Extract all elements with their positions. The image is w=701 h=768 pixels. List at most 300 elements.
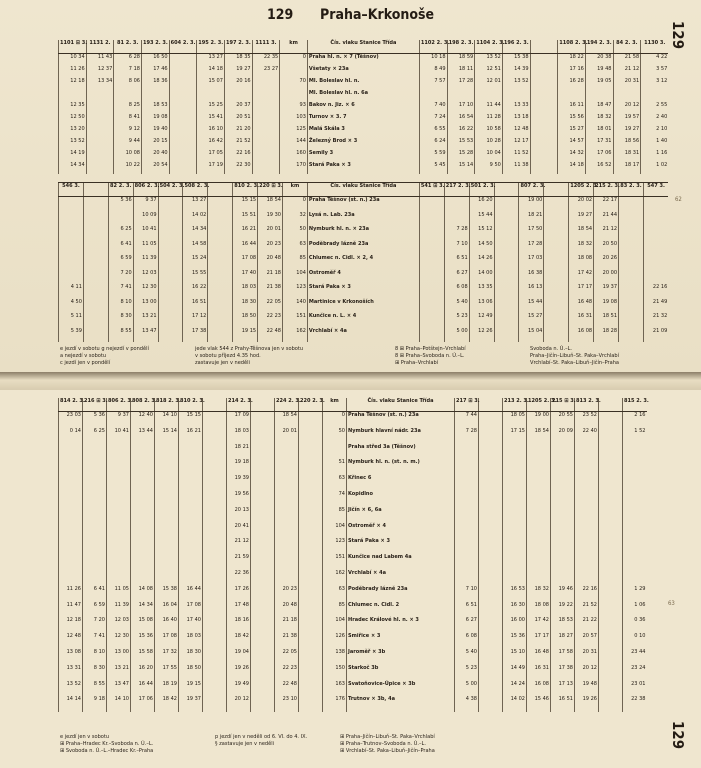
header-row [59, 398, 647, 412]
station-name: Ml. Boleslav hl. n. [307, 78, 419, 90]
time-cell: 18 22 [558, 54, 586, 67]
time-cell: 21 58 [613, 54, 641, 67]
time-cell: 15 14 [155, 428, 179, 444]
time-cell: 22 38 [623, 696, 647, 712]
column-header-train: 501 2. 3. [469, 183, 494, 197]
time-cell [299, 617, 323, 633]
km-cell: 32 [283, 212, 308, 227]
time-cell: 9 50 [475, 162, 503, 174]
km-cell: 151 [323, 554, 347, 570]
time-cell [203, 459, 227, 475]
time-cell: 2 55 [641, 102, 669, 114]
time-cell [619, 197, 644, 212]
time-cell: 23 03 [59, 412, 83, 428]
time-cell: 5 23 [444, 313, 469, 328]
table-row [59, 523, 647, 539]
time-cell [479, 491, 503, 507]
time-cell [527, 459, 551, 475]
time-cell [275, 507, 299, 523]
time-cell [527, 523, 551, 539]
time-cell: 17 40 [179, 617, 203, 633]
station-name: Malá Skála 3 [307, 126, 419, 138]
time-cell [551, 475, 575, 491]
side-page-label: 129 [669, 20, 688, 50]
time-cell [158, 270, 183, 285]
km-cell: 140 [283, 299, 308, 314]
time-cell: 15 10 [503, 649, 527, 665]
time-cell [131, 538, 155, 554]
time-cell [114, 90, 142, 102]
table-row [59, 270, 669, 285]
time-cell: 17 08 [179, 602, 203, 618]
column-header-train: 224 2. 3. [275, 398, 299, 412]
time-cell: 11 39 [107, 602, 131, 618]
time-cell: 18 54 [258, 197, 283, 212]
time-cell: 13 52 [59, 681, 83, 697]
table-row [59, 491, 647, 507]
time-cell: 20 09 [551, 428, 575, 444]
column-header-train: km [280, 40, 308, 54]
time-cell [251, 665, 275, 681]
legend-line: ⊞ Svoboda n. Ú.–L.–Hradec Kr.–Praha [60, 748, 154, 754]
time-cell: 19 46 [551, 586, 575, 602]
time-cell [479, 554, 503, 570]
time-cell: 6 25 [108, 226, 133, 241]
time-cell [275, 523, 299, 539]
legend-line: ⊞ Praha–Hradec Kr.–Svoboda n. Ú.–L. [60, 741, 154, 747]
time-cell [494, 284, 519, 299]
time-cell: 16 51 [551, 696, 575, 712]
time-cell: 15 56 [558, 114, 586, 126]
time-cell: 5 39 [59, 328, 84, 343]
time-cell [585, 90, 613, 102]
time-cell [299, 428, 323, 444]
time-cell [599, 523, 623, 539]
time-cell: 14 50 [469, 241, 494, 256]
time-cell [59, 475, 83, 491]
time-cell: 0 14 [59, 428, 83, 444]
table-row [59, 586, 647, 602]
time-cell: 19 30 [258, 212, 283, 227]
time-cell [299, 444, 323, 460]
time-cell: 13 27 [183, 197, 208, 212]
km-cell: 63 [283, 241, 308, 256]
table-row [59, 507, 647, 523]
time-cell [530, 162, 558, 174]
time-cell [83, 554, 107, 570]
time-cell [179, 459, 203, 475]
time-cell: 14 34 [59, 162, 87, 174]
time-cell: 16 38 [519, 270, 544, 285]
time-cell [419, 197, 444, 212]
station-name: Jaroměř ⨯ 3b [347, 649, 455, 665]
time-cell [527, 507, 551, 523]
time-cell [179, 491, 203, 507]
time-cell: 22 40 [575, 428, 599, 444]
time-cell: 14 32 [558, 150, 586, 162]
time-cell [107, 459, 131, 475]
section-divider [58, 182, 668, 183]
time-cell: 22 16 [575, 586, 599, 602]
column-header-train: 806 2. 3. [133, 183, 158, 197]
time-cell [544, 328, 569, 343]
km-cell [323, 444, 347, 460]
time-cell: 16 31 [527, 665, 551, 681]
time-cell [203, 444, 227, 460]
legend-line: Vrchlabí–St. Paka–Libuň–Jičín–Praha [530, 360, 619, 366]
time-cell [203, 665, 227, 681]
legend-line: ⊞ Praha–Trutnov–Svoboda n. Ú.–L. [340, 741, 426, 747]
time-cell: 1 52 [623, 428, 647, 444]
column-header-station: Čís. vlaku Stanice Třída [307, 183, 419, 197]
time-cell [179, 538, 203, 554]
column-header-train: 504 2. 3. [158, 183, 183, 197]
time-cell [479, 633, 503, 649]
time-cell [131, 459, 155, 475]
time-cell [251, 633, 275, 649]
time-cell: 21 09 [643, 328, 668, 343]
column-header-train: 815 2. 3. [623, 398, 647, 412]
time-cell: 17 28 [519, 241, 544, 256]
time-cell: 16 22 [183, 284, 208, 299]
time-cell: 19 08 [594, 299, 619, 314]
time-cell [107, 538, 131, 554]
time-cell: 4 11 [59, 284, 84, 299]
time-cell [83, 328, 108, 343]
time-cell [299, 554, 323, 570]
time-cell: 16 54 [447, 114, 475, 126]
legend-bottom-right [340, 734, 435, 755]
legend-line: § zastavuje jen v neděli [215, 741, 275, 747]
time-cell: 18 50 [179, 665, 203, 681]
time-cell: 5 11 [59, 313, 84, 328]
time-cell: 6 08 [455, 633, 479, 649]
table-row [59, 696, 647, 712]
time-cell: 16 08 [527, 681, 551, 697]
time-cell [107, 570, 131, 586]
time-cell [169, 162, 197, 174]
time-cell [475, 90, 503, 102]
column-header-train: 1131 2. [86, 40, 114, 54]
time-cell [251, 444, 275, 460]
station-name: Železný Brod ⨯ 3 [307, 138, 419, 150]
km-cell: 63 [323, 475, 347, 491]
table-row [59, 226, 669, 241]
time-cell [59, 507, 83, 523]
time-cell [59, 459, 83, 475]
time-cell [179, 523, 203, 539]
time-cell: 22 36 [227, 570, 251, 586]
column-header-train: 604 2. 3. [169, 40, 197, 54]
km-cell: 93 [280, 102, 308, 114]
time-cell: 4 38 [455, 696, 479, 712]
column-header-train: km [283, 183, 308, 197]
table-row [59, 90, 669, 102]
time-cell [503, 523, 527, 539]
time-cell: 16 51 [183, 299, 208, 314]
time-cell: 13 52 [502, 78, 530, 90]
column-header-train: 1104 2. 3. [475, 40, 503, 54]
time-cell: 17 50 [519, 226, 544, 241]
time-cell: 14 18 [558, 162, 586, 174]
time-cell: 17 08 [233, 255, 258, 270]
time-cell: 17 26 [227, 586, 251, 602]
time-cell [275, 570, 299, 586]
time-cell [544, 270, 569, 285]
time-cell: 18 16 [227, 617, 251, 633]
time-cell [419, 90, 447, 102]
time-cell [503, 538, 527, 554]
time-cell [275, 554, 299, 570]
km-cell: 51 [323, 459, 347, 475]
time-cell: 5 23 [455, 665, 479, 681]
time-cell: 17 28 [447, 78, 475, 90]
book-gutter [0, 372, 701, 390]
time-cell: 23 10 [275, 696, 299, 712]
time-cell [252, 114, 280, 126]
time-cell [619, 270, 644, 285]
time-cell: 6 55 [419, 126, 447, 138]
time-cell: 7 10 [455, 586, 479, 602]
time-cell: 21 52 [575, 602, 599, 618]
column-header-train: 807 2. 3. [519, 183, 544, 197]
time-cell: 16 21 [233, 226, 258, 241]
time-cell: 15 44 [469, 212, 494, 227]
time-cell [83, 212, 108, 227]
time-cell [169, 126, 197, 138]
time-cell: 15 36 [503, 633, 527, 649]
km-cell: 170 [280, 162, 308, 174]
time-cell [155, 459, 179, 475]
column-header-train: 541 ⊞ 3. [419, 183, 444, 197]
km-cell: 104 [283, 270, 308, 285]
km-cell: 123 [323, 538, 347, 554]
time-cell [643, 197, 668, 212]
time-cell: 12 30 [107, 633, 131, 649]
time-cell: 10 04 [475, 150, 503, 162]
time-cell [575, 523, 599, 539]
time-cell [623, 523, 647, 539]
time-cell [299, 570, 323, 586]
station-name: Lysá n. Lab. 23a [307, 212, 419, 227]
time-cell: 16 04 [155, 602, 179, 618]
time-cell: 19 27 [613, 126, 641, 138]
time-cell: 6 59 [108, 255, 133, 270]
time-cell [107, 507, 131, 523]
time-cell: 13 52 [475, 54, 503, 67]
km-cell: 163 [323, 681, 347, 697]
time-cell [251, 538, 275, 554]
time-cell: 6 41 [83, 586, 107, 602]
station-name: Poděbrady lázně 23a [347, 586, 455, 602]
time-cell: 22 23 [275, 665, 299, 681]
column-header-train: 1205 2. 3. [527, 398, 551, 412]
time-cell: 14 49 [503, 665, 527, 681]
column-header-train: 195 2. 3. [197, 40, 225, 54]
time-cell: 5 45 [419, 162, 447, 174]
time-cell [544, 212, 569, 227]
km-cell: 103 [280, 114, 308, 126]
time-cell [169, 66, 197, 78]
time-cell [619, 212, 644, 227]
time-cell [575, 570, 599, 586]
station-name: Ostroměř 4 [307, 270, 419, 285]
time-cell [59, 538, 83, 554]
time-cell: 20 54 [141, 162, 169, 174]
time-cell: 18 03 [179, 633, 203, 649]
time-cell: 21 44 [594, 212, 619, 227]
time-cell [419, 270, 444, 285]
time-cell [251, 459, 275, 475]
km-cell: 125 [280, 126, 308, 138]
time-cell: 17 15 [503, 428, 527, 444]
time-cell: 1 40 [641, 138, 669, 150]
time-cell: 19 56 [227, 491, 251, 507]
station-name: Chlumec n. Cidl. ⨯ 2, 4 [307, 255, 419, 270]
time-cell [158, 328, 183, 343]
time-cell [86, 162, 114, 174]
time-cell: 18 42 [227, 633, 251, 649]
time-cell: 8 10 [108, 299, 133, 314]
table-row [59, 284, 669, 299]
time-cell [643, 255, 668, 270]
station-name: Všetaty ⨯ 23a [307, 66, 419, 78]
time-cell [251, 617, 275, 633]
table-row [59, 554, 647, 570]
time-cell [527, 538, 551, 554]
time-cell [599, 507, 623, 523]
time-cell [179, 507, 203, 523]
column-header-train: 806 2. 3. [107, 398, 131, 412]
station-name: Nymburk hl. n. ⨯ 23a [307, 226, 419, 241]
time-cell: 20 01 [275, 428, 299, 444]
table-row [59, 66, 669, 78]
time-cell: 10 22 [114, 162, 142, 174]
time-cell [599, 681, 623, 697]
station-name: Svatoňovice-Úpice ⨯ 3b [347, 681, 455, 697]
time-cell: 18 47 [585, 102, 613, 114]
time-cell: 12 40 [131, 412, 155, 428]
time-cell: 15 12 [469, 226, 494, 241]
time-cell: 14 34 [131, 602, 155, 618]
time-cell [599, 570, 623, 586]
time-cell [551, 459, 575, 475]
column-header-train: 83 2. 3. [619, 183, 644, 197]
time-cell [158, 299, 183, 314]
timetable-bottom [58, 398, 647, 712]
legend-line: c jezdí jen v pondělí [60, 360, 111, 366]
time-cell [530, 114, 558, 126]
time-cell: 18 08 [527, 602, 551, 618]
time-cell [619, 313, 644, 328]
time-cell [251, 696, 275, 712]
time-cell [203, 523, 227, 539]
page-header-title: Praha–Krkonoše [320, 7, 435, 23]
time-cell: 13 08 [59, 649, 83, 665]
time-cell [479, 538, 503, 554]
time-cell [530, 54, 558, 67]
time-cell [83, 197, 108, 212]
time-cell [208, 284, 233, 299]
time-cell: 8 10 [83, 649, 107, 665]
time-cell [527, 570, 551, 586]
station-name: Kunčice n. L. ⨯ 4 [307, 313, 419, 328]
time-cell [86, 138, 114, 150]
time-cell [623, 570, 647, 586]
time-cell [252, 138, 280, 150]
time-cell: 12 03 [133, 270, 158, 285]
station-name: Stará Paka ⨯ 3 [307, 162, 419, 174]
legend-top-mid [195, 346, 303, 367]
time-cell [83, 270, 108, 285]
time-cell [299, 459, 323, 475]
column-header-train: 810 2. 3. [179, 398, 203, 412]
time-cell: 22 05 [258, 299, 283, 314]
time-cell [623, 507, 647, 523]
header-row [59, 183, 669, 197]
time-cell [83, 570, 107, 586]
time-cell [551, 507, 575, 523]
time-cell: 18 30 [179, 649, 203, 665]
time-cell [251, 428, 275, 444]
time-cell: 14 39 [502, 66, 530, 78]
time-cell: 17 55 [155, 665, 179, 681]
page-header [0, 7, 701, 23]
station-name: Kunčice nad Labem 4a [347, 554, 455, 570]
time-cell: 2 16 [623, 412, 647, 428]
time-cell: 12 50 [59, 114, 87, 126]
time-cell [479, 412, 503, 428]
time-cell [208, 328, 233, 343]
time-cell [479, 570, 503, 586]
time-cell: 18 32 [527, 586, 551, 602]
time-cell [455, 475, 479, 491]
time-cell [619, 241, 644, 256]
time-cell: 14 34 [183, 226, 208, 241]
time-cell: 14 08 [131, 586, 155, 602]
time-cell [169, 150, 197, 162]
time-cell: 16 10 [197, 126, 225, 138]
time-cell: 1 16 [641, 150, 669, 162]
time-cell: 5 36 [108, 197, 133, 212]
time-cell: 17 58 [551, 649, 575, 665]
time-cell: 15 04 [519, 328, 544, 343]
time-cell [83, 241, 108, 256]
time-cell [479, 444, 503, 460]
time-cell: 16 28 [558, 78, 586, 90]
time-cell: 19 22 [551, 602, 575, 618]
time-cell: 8 30 [83, 665, 107, 681]
time-cell [299, 602, 323, 618]
time-cell [479, 459, 503, 475]
time-cell [479, 649, 503, 665]
time-cell [419, 328, 444, 343]
time-cell [179, 570, 203, 586]
time-cell [623, 459, 647, 475]
time-cell: 16 48 [527, 649, 551, 665]
time-cell: 14 02 [183, 212, 208, 227]
time-cell [503, 570, 527, 586]
table-row [59, 475, 647, 491]
time-cell: 15 28 [447, 150, 475, 162]
time-cell: 17 17 [527, 633, 551, 649]
time-cell: 18 50 [233, 313, 258, 328]
time-cell: 15 44 [519, 299, 544, 314]
time-cell: 7 20 [108, 270, 133, 285]
time-cell [544, 241, 569, 256]
time-cell [158, 255, 183, 270]
km-cell: 50 [283, 226, 308, 241]
